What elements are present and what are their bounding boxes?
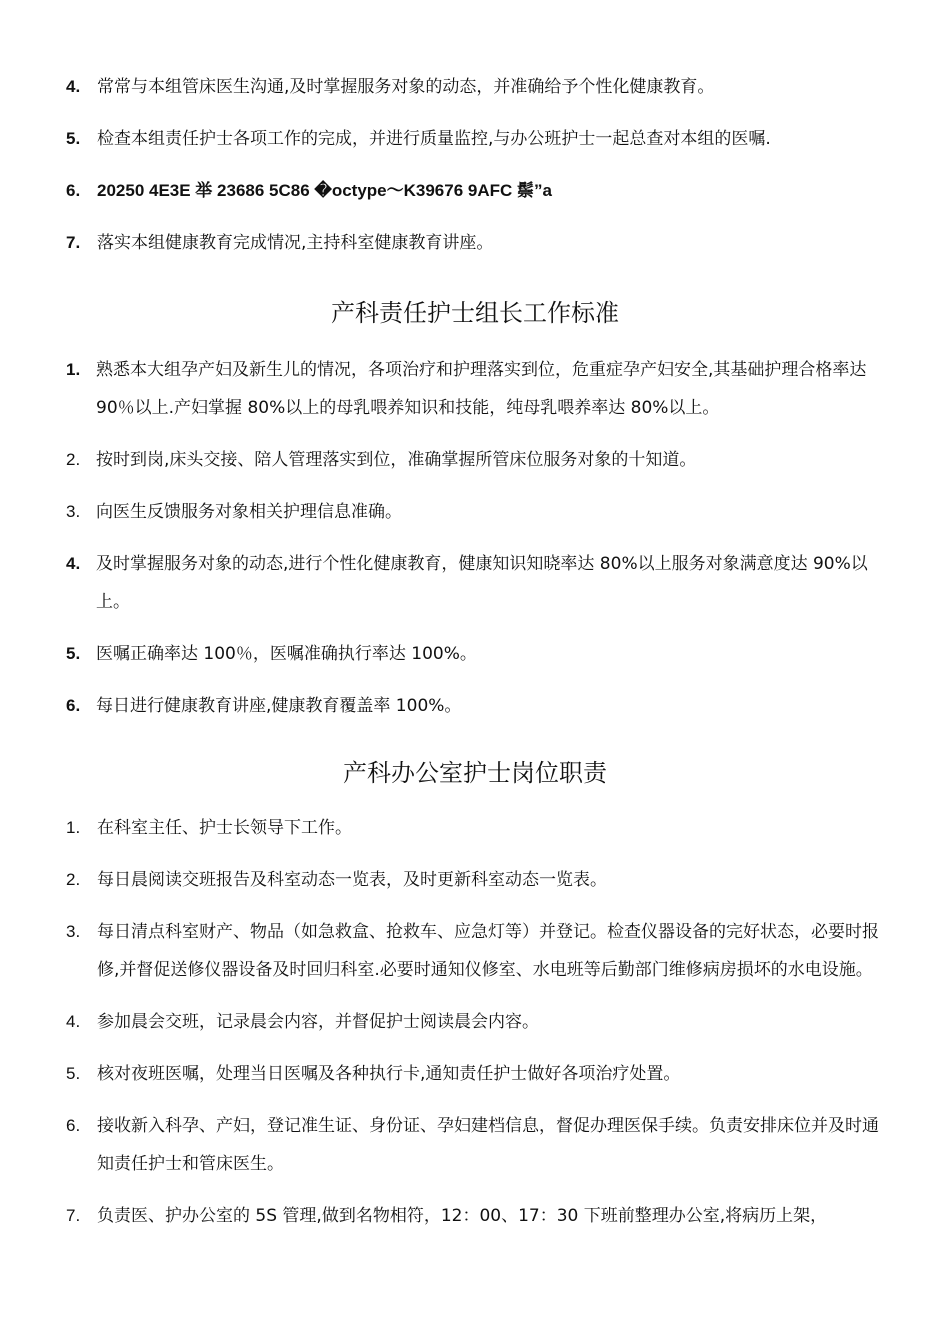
item-number: 5.: [66, 644, 81, 663]
list-item: [0, 1197, 950, 1235]
list-item: [0, 441, 950, 479]
list-item: [0, 224, 950, 262]
item-text: 每日晨阅读交班报告及科室动态一览表，及时更新科室动态一览表。: [97, 870, 607, 890]
list-item: [0, 351, 950, 427]
item-text: 每日清点科室财产、物品（如急救盒、抢救车、应急灯等）并登记。检查仪器设备的完好状态，必要时报修,并督促送修仪器设备及时回归科室.必要时通知仪修室、水电班等后勤部门维修病房损坏的水电设施。: [97, 922, 879, 980]
item-number: 5.: [66, 129, 81, 148]
list-item: [0, 913, 950, 989]
item-number: 5.: [66, 1064, 81, 1083]
item-number: 7.: [66, 1206, 81, 1225]
item-number: 2.: [66, 870, 81, 889]
item-number: 1.: [66, 818, 81, 837]
item-text: 及时掌握服务对象的动态,进行个性化健康教育，健康知识知晓率达 80%以上服务对象满意度达 90%以上。: [96, 554, 868, 612]
list-item: [0, 120, 950, 158]
item-number: 7.: [66, 233, 81, 252]
list-item: [0, 172, 950, 210]
item-text: 熟悉本大组孕产妇及新生儿的情况，各项治疗和护理落实到位，危重症孕产妇安全,其基础护理合格率达 90％以上.产妇掌握 80%以上的母乳喂养知识和技能，纯母乳喂养率达 80%以上。: [96, 360, 867, 418]
list-item: [0, 687, 950, 725]
item-number: 4.: [66, 1012, 81, 1031]
item-number: 6.: [66, 696, 81, 715]
item-text: 按时到岗,床头交接、陪人管理落实到位，准确掌握所管床位服务对象的十知道。: [96, 450, 697, 470]
list-item: [0, 635, 950, 673]
item-number: 1.: [66, 360, 81, 379]
item-text: 核对夜班医嘱，处理当日医嘱及各种执行卡,通知责任护士做好各项治疗处置。: [97, 1064, 681, 1084]
list-item: [0, 1055, 950, 1093]
item-text: 常常与本组管床医生沟通,及时掌握服务对象的动态，并准确给予个性化健康教育。: [97, 77, 715, 97]
list-item: [0, 809, 950, 847]
item-number: 3.: [66, 502, 81, 521]
item-number: 3.: [66, 922, 81, 941]
item-text: 接收新入科孕、产妇，登记准生证、身份证、孕妇建档信息，督促办理医保手续。负责安排床位并及时通知责任护士和管床医生。: [97, 1116, 879, 1174]
list-item: [0, 545, 950, 621]
item-number: 4.: [66, 554, 81, 573]
item-number: 4.: [66, 77, 81, 96]
duty-list-continued: [0, 68, 950, 276]
item-text: 20250 4E3E 举 23686 5C86 �octype～K39676 9AFC 鬃”a: [97, 181, 552, 200]
item-text: 在科室主任、护士长领导下工作。: [97, 818, 352, 838]
item-text: 向医生反馈服务对象相关护理信息准确。: [96, 502, 402, 522]
item-text: 医嘱正确率达 100％，医嘱准确执行率达 100%。: [96, 644, 477, 664]
list-item: [0, 68, 950, 106]
list-item: [0, 1107, 950, 1183]
item-number: 2.: [66, 450, 81, 469]
item-text: 负责医、护办公室的 5S 管理,做到名物相符，12：00、17：30 下班前整理办公室,将病历上架，: [97, 1206, 828, 1226]
section-title-office-nurse-duties: 产科办公室护士岗位职责: [343, 759, 607, 787]
list-item: [0, 1003, 950, 1041]
section-title-team-leader-standards: 产科责任护士组长工作标准: [331, 299, 619, 327]
team-leader-standards-list: [0, 351, 950, 739]
item-text: 每日进行健康教育讲座,健康教育覆盖率 100%。: [96, 696, 462, 716]
item-number: 6.: [66, 1116, 81, 1135]
office-nurse-duties-list: [0, 809, 950, 1249]
item-text: 落实本组健康教育完成情况,主持科室健康教育讲座。: [97, 233, 494, 253]
item-number: 6.: [66, 181, 81, 200]
item-text: 检查本组责任护士各项工作的完成，并进行质量监控,与办公班护士一起总查对本组的医嘱.: [97, 129, 771, 149]
item-text: 参加晨会交班，记录晨会内容，并督促护士阅读晨会内容。: [97, 1012, 539, 1032]
list-item: [0, 861, 950, 899]
list-item: [0, 493, 950, 531]
